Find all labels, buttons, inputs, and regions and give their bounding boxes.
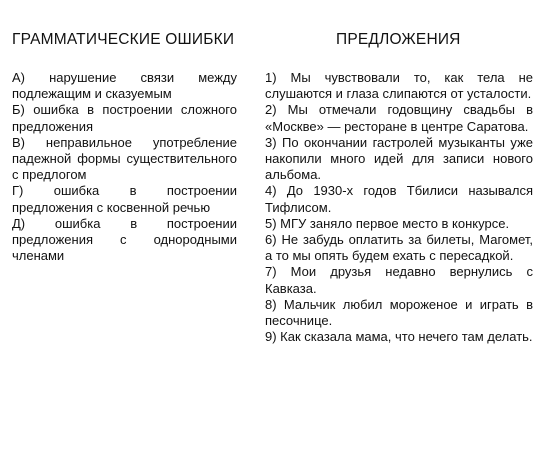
sentence-item: 7) Мои друзья недавно вернулись с Кавказа. xyxy=(265,264,533,296)
grammar-error-item: Г) ошибка в построении предложения с косвенной речью xyxy=(12,183,237,215)
sentences-heading: ПРЕДЛОЖЕНИЯ xyxy=(336,31,461,48)
sentence-item: 1) Мы чувствовали то, как тела не слушаются и глаза слипаются от усталости. xyxy=(265,70,533,102)
grammar-error-item: Д) ошибка в построении предложения с однородными членами xyxy=(12,215,237,264)
sentence-item: 3) По окончании гастролей музыканты уже накопили много идей для записи нового альбома. xyxy=(265,134,533,183)
grammar-error-item: Б) ошибка в построении сложного предложения xyxy=(12,102,237,134)
sentence-item: 6) Не забудь оплатить за билеты, Магомет, а то мы опять будем ехать с пересадкой. xyxy=(265,232,533,264)
grammar-errors-list xyxy=(12,70,237,264)
sentence-item: 9) Как сказала мама, что нечего там делать. xyxy=(265,329,533,345)
grammar-error-item: В) неправильное употребление падежной формы существительного с предлогом xyxy=(12,134,237,183)
sentence-item: 5) МГУ заняло первое место в конкурсе. xyxy=(265,215,510,231)
grammar-error-item: А) нарушение связи между подлежащим и сказуемым xyxy=(12,70,237,102)
grammar-errors-heading: ГРАММАТИЧЕСКИЕ ОШИБКИ xyxy=(12,31,235,48)
sentences-list xyxy=(265,70,533,345)
sentence-item: 2) Мы отмечали годовщину свадьбы в «Москве» — ресторане в центре Саратова. xyxy=(265,102,533,134)
sentence-item: 4) До 1930-х годов Тбилиси назывался Тифлисом. xyxy=(265,183,533,215)
sentence-item: 8) Мальчик любил мороженое и играть в песочнице. xyxy=(265,296,533,329)
